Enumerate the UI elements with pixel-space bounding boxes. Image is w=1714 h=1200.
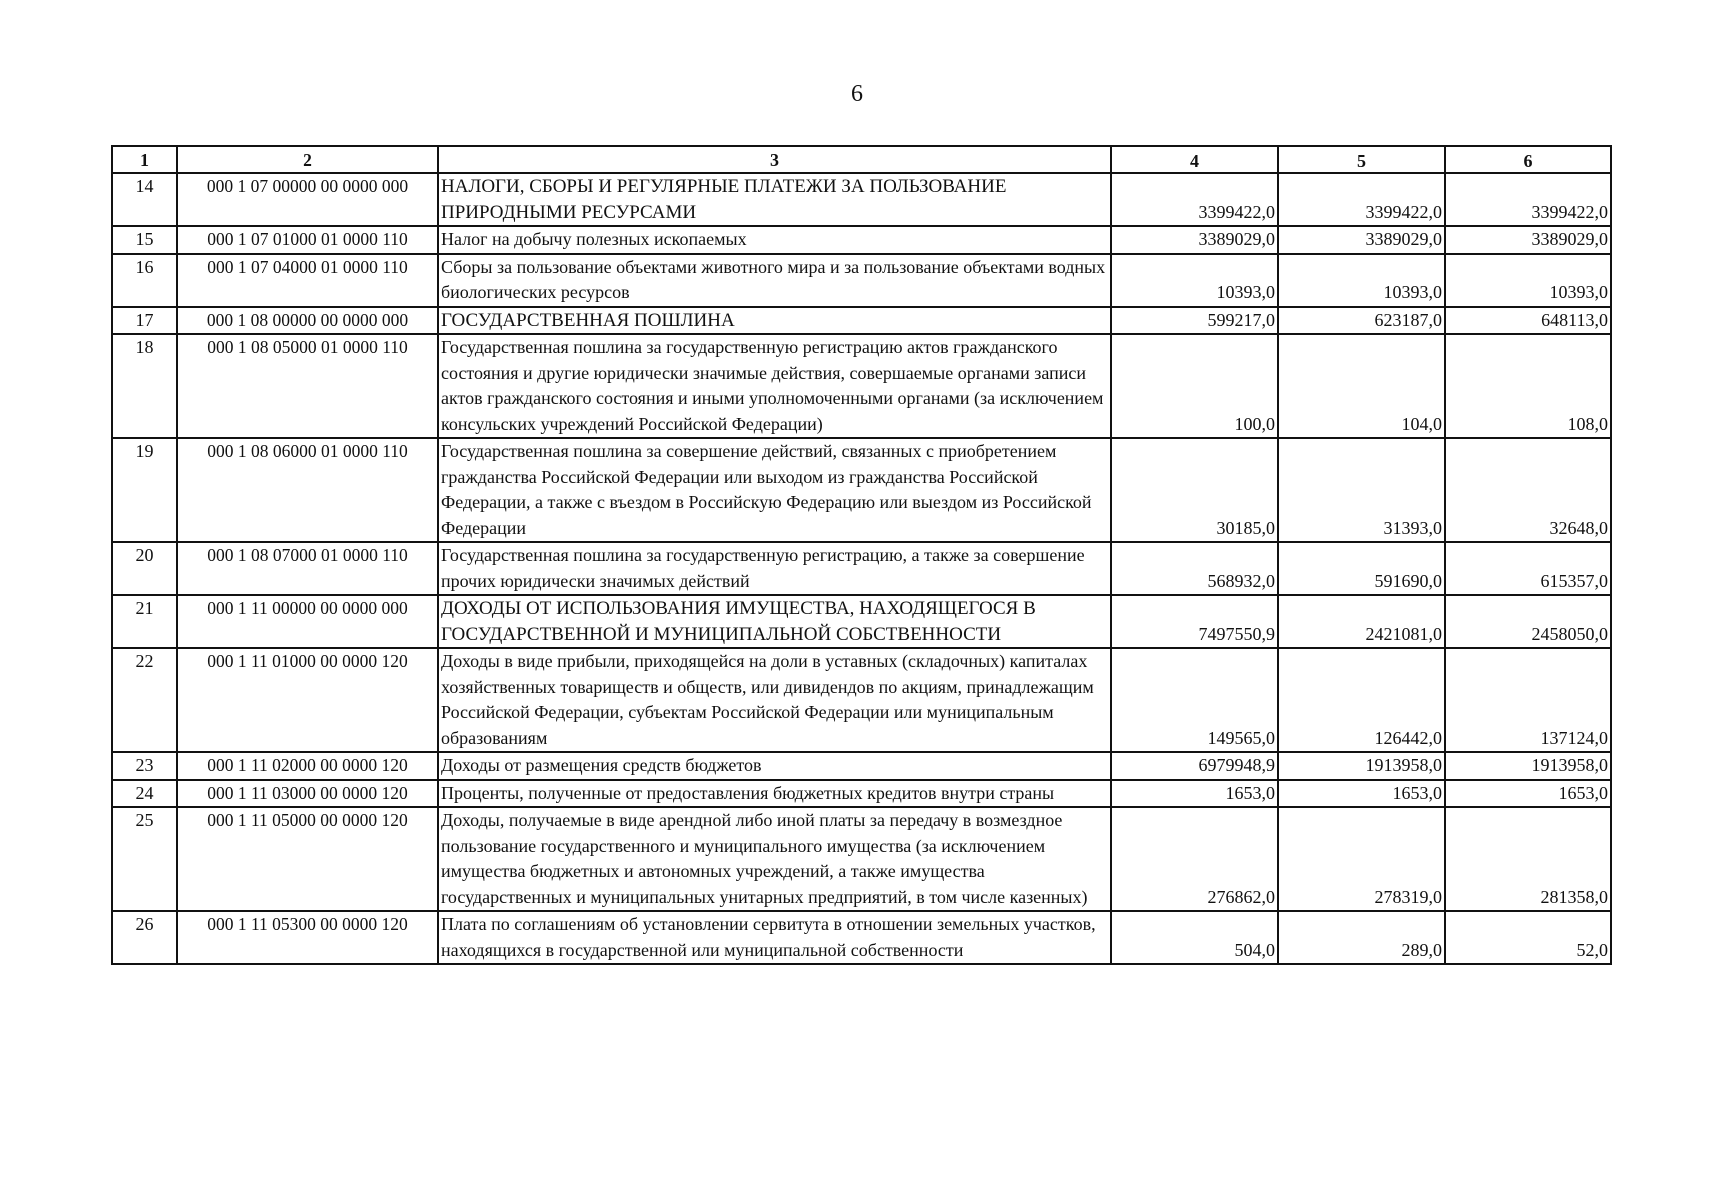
value-col4-cell: 7497550,9 bbox=[1111, 595, 1278, 648]
value-col6-cell: 1653,0 bbox=[1445, 780, 1611, 808]
value-col4-cell: 3399422,0 bbox=[1111, 173, 1278, 226]
budget-code-cell: 000 1 11 03000 00 0000 120 bbox=[177, 780, 438, 808]
value-col6-cell: 648113,0 bbox=[1445, 307, 1611, 335]
row-number-cell: 24 bbox=[112, 780, 177, 808]
revenue-name-cell: Доходы в виде прибыли, приходящейся на доли в уставных (складочных) капиталах хозяйственных товариществ и обществ, или дивидендов по акциям, принадлежащим Российской Федерации, субъектам Российской Федерации или муниципальным образованиям bbox=[438, 648, 1111, 752]
value-col4-cell: 149565,0 bbox=[1111, 648, 1278, 752]
row-number-cell: 15 bbox=[112, 226, 177, 254]
budget-code-cell: 000 1 07 01000 01 0000 110 bbox=[177, 226, 438, 254]
table-row bbox=[112, 542, 1611, 595]
value-col4-cell: 276862,0 bbox=[1111, 807, 1278, 911]
table-row bbox=[112, 648, 1611, 752]
value-col6-cell: 137124,0 bbox=[1445, 648, 1611, 752]
revenue-name-cell: Государственная пошлина за совершение действий, связанных с приобретением гражданства Российской Федерации или выходом из гражданства Российской Федерации, а также с въездом в Российскую Федерацию или выездом из Российской Федерации bbox=[438, 438, 1111, 542]
row-number-cell: 19 bbox=[112, 438, 177, 542]
row-number-cell: 26 bbox=[112, 911, 177, 964]
value-col6-cell: 3399422,0 bbox=[1445, 173, 1611, 226]
row-number-cell: 16 bbox=[112, 254, 177, 307]
table-header-row bbox=[112, 146, 1611, 173]
row-number-cell: 25 bbox=[112, 807, 177, 911]
value-col4-cell: 1653,0 bbox=[1111, 780, 1278, 808]
value-col4-cell: 3389029,0 bbox=[1111, 226, 1278, 254]
revenue-name-cell: Доходы, получаемые в виде арендной либо иной платы за передачу в возмездное пользование государственного и муниципального имущества (за исключением имущества бюджетных и автономных учреждений, а также имущества государственных и муниципальных унитарных предприятий, в том числе казенных) bbox=[438, 807, 1111, 911]
value-col5-cell: 623187,0 bbox=[1278, 307, 1445, 335]
value-col6-cell: 108,0 bbox=[1445, 334, 1611, 438]
table-row bbox=[112, 780, 1611, 808]
value-col6-cell: 10393,0 bbox=[1445, 254, 1611, 307]
value-col4-cell: 568932,0 bbox=[1111, 542, 1278, 595]
value-col4-cell: 30185,0 bbox=[1111, 438, 1278, 542]
column-header-5: 5 bbox=[1278, 146, 1445, 173]
table-body bbox=[112, 173, 1611, 964]
value-col5-cell: 3389029,0 bbox=[1278, 226, 1445, 254]
budget-code-cell: 000 1 08 06000 01 0000 110 bbox=[177, 438, 438, 542]
revenue-name-cell: Плата по соглашениям об установлении сервитута в отношении земельных участков, находящихся в государственной или муниципальной собственности bbox=[438, 911, 1111, 964]
value-col6-cell: 3389029,0 bbox=[1445, 226, 1611, 254]
row-number-cell: 14 bbox=[112, 173, 177, 226]
row-number-cell: 22 bbox=[112, 648, 177, 752]
revenue-name-cell: Государственная пошлина за государственную регистрацию, а также за совершение прочих юридически значимых действий bbox=[438, 542, 1111, 595]
revenue-name-cell: ГОСУДАРСТВЕННАЯ ПОШЛИНА bbox=[438, 307, 1111, 335]
table-row bbox=[112, 438, 1611, 542]
budget-code-cell: 000 1 11 02000 00 0000 120 bbox=[177, 752, 438, 780]
budget-code-cell: 000 1 11 00000 00 0000 000 bbox=[177, 595, 438, 648]
value-col5-cell: 3399422,0 bbox=[1278, 173, 1445, 226]
page-number: 6 bbox=[851, 81, 863, 107]
value-col5-cell: 10393,0 bbox=[1278, 254, 1445, 307]
revenue-name-cell: Государственная пошлина за государственную регистрацию актов гражданского состояния и другие юридически значимые действия, совершаемые органами записи актов гражданского состояния и иными уполномоченными органами (за исключением консульских учреждений Российской Федерации) bbox=[438, 334, 1111, 438]
value-col4-cell: 10393,0 bbox=[1111, 254, 1278, 307]
row-number-cell: 21 bbox=[112, 595, 177, 648]
value-col5-cell: 289,0 bbox=[1278, 911, 1445, 964]
budget-code-cell: 000 1 11 05300 00 0000 120 bbox=[177, 911, 438, 964]
revenue-name-cell: ДОХОДЫ ОТ ИСПОЛЬЗОВАНИЯ ИМУЩЕСТВА, НАХОДЯЩЕГОСЯ В ГОСУДАРСТВЕННОЙ И МУНИЦИПАЛЬНОЙ СОБСТВЕННОСТИ bbox=[438, 595, 1111, 648]
value-col5-cell: 126442,0 bbox=[1278, 648, 1445, 752]
value-col6-cell: 281358,0 bbox=[1445, 807, 1611, 911]
value-col5-cell: 31393,0 bbox=[1278, 438, 1445, 542]
table-row bbox=[112, 807, 1611, 911]
revenue-name-cell: Доходы от размещения средств бюджетов bbox=[438, 752, 1111, 780]
revenue-name-cell: Сборы за пользование объектами животного мира и за пользование объектами водных биологических ресурсов bbox=[438, 254, 1111, 307]
budget-code-cell: 000 1 07 04000 01 0000 110 bbox=[177, 254, 438, 307]
value-col6-cell: 2458050,0 bbox=[1445, 595, 1611, 648]
value-col6-cell: 1913958,0 bbox=[1445, 752, 1611, 780]
column-header-6: 6 bbox=[1445, 146, 1611, 173]
table-row bbox=[112, 254, 1611, 307]
row-number-cell: 23 bbox=[112, 752, 177, 780]
value-col5-cell: 1913958,0 bbox=[1278, 752, 1445, 780]
column-header-2: 2 bbox=[177, 146, 438, 173]
value-col5-cell: 2421081,0 bbox=[1278, 595, 1445, 648]
value-col5-cell: 591690,0 bbox=[1278, 542, 1445, 595]
table-row bbox=[112, 595, 1611, 648]
value-col6-cell: 32648,0 bbox=[1445, 438, 1611, 542]
value-col5-cell: 1653,0 bbox=[1278, 780, 1445, 808]
row-number-cell: 17 bbox=[112, 307, 177, 335]
revenue-name-cell: НАЛОГИ, СБОРЫ И РЕГУЛЯРНЫЕ ПЛАТЕЖИ ЗА ПОЛЬЗОВАНИЕ ПРИРОДНЫМИ РЕСУРСАМИ bbox=[438, 173, 1111, 226]
budget-code-cell: 000 1 07 00000 00 0000 000 bbox=[177, 173, 438, 226]
table-row bbox=[112, 226, 1611, 254]
table-row bbox=[112, 173, 1611, 226]
value-col4-cell: 599217,0 bbox=[1111, 307, 1278, 335]
value-col5-cell: 278319,0 bbox=[1278, 807, 1445, 911]
column-header-3: 3 bbox=[438, 146, 1111, 173]
budget-code-cell: 000 1 08 05000 01 0000 110 bbox=[177, 334, 438, 438]
budget-code-cell: 000 1 08 00000 00 0000 000 bbox=[177, 307, 438, 335]
budget-code-cell: 000 1 11 05000 00 0000 120 bbox=[177, 807, 438, 911]
revenue-name-cell: Проценты, полученные от предоставления бюджетных кредитов внутри страны bbox=[438, 780, 1111, 808]
table-row bbox=[112, 307, 1611, 335]
row-number-cell: 18 bbox=[112, 334, 177, 438]
value-col4-cell: 504,0 bbox=[1111, 911, 1278, 964]
table-row bbox=[112, 911, 1611, 964]
row-number-cell: 20 bbox=[112, 542, 177, 595]
budget-code-cell: 000 1 11 01000 00 0000 120 bbox=[177, 648, 438, 752]
budget-revenue-table bbox=[111, 145, 1612, 965]
value-col4-cell: 6979948,9 bbox=[1111, 752, 1278, 780]
value-col6-cell: 52,0 bbox=[1445, 911, 1611, 964]
table-row bbox=[112, 334, 1611, 438]
column-header-4: 4 bbox=[1111, 146, 1278, 173]
column-header-1: 1 bbox=[112, 146, 177, 173]
value-col6-cell: 615357,0 bbox=[1445, 542, 1611, 595]
value-col5-cell: 104,0 bbox=[1278, 334, 1445, 438]
revenue-name-cell: Налог на добычу полезных ископаемых bbox=[438, 226, 1111, 254]
budget-code-cell: 000 1 08 07000 01 0000 110 bbox=[177, 542, 438, 595]
value-col4-cell: 100,0 bbox=[1111, 334, 1278, 438]
table-row bbox=[112, 752, 1611, 780]
